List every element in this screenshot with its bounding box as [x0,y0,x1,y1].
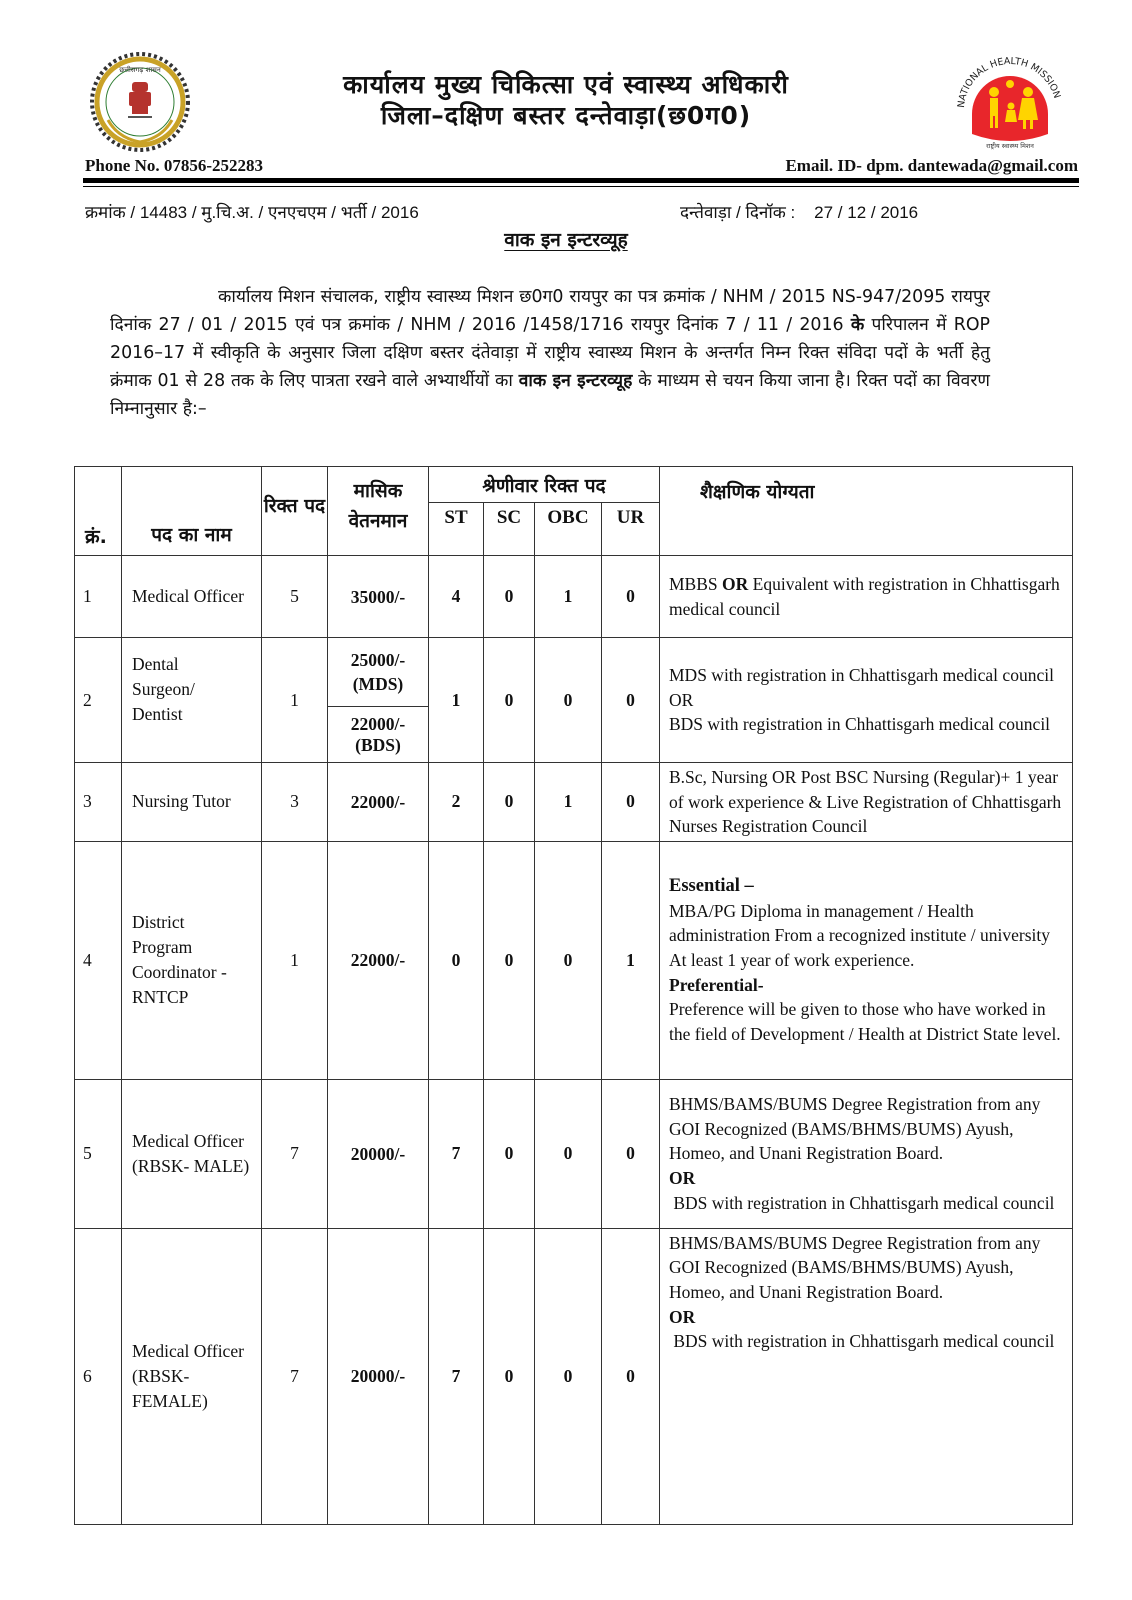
cell-st: 7 [429,1079,484,1228]
cell-qualification: MDS with registration in Chhattisgarh medical council OR BDS with registration in Chhattisgarh medical council [660,638,1073,763]
header-divider-thick [83,178,1079,183]
header-qualification: शैक्षणिक योग्यता [660,467,1073,556]
cell-vacant: 7 [262,1079,328,1228]
cell-qualification: MBBS OR Equivalent with registration in Chhattisgarh medical council [660,556,1073,638]
date-label: दन्तेवाड़ा / दिनॉक : [680,203,796,222]
header-post-name: पद का नाम [122,467,262,556]
table-row [75,1228,1073,1524]
cell-sc: 0 [484,556,535,638]
cell-st: 0 [429,841,484,1079]
office-title-line1: कार्यालय मुख्य चिकित्सा एवं स्वास्थ्य अधिकारी [343,70,789,99]
cell-sn: 6 [75,1228,122,1524]
table-row [75,638,1073,707]
cell-obc: 0 [535,1079,602,1228]
header-category-group: श्रेणीवार रिक्त पद [429,467,660,503]
header-obc: OBC [535,503,602,556]
cell-post-name: Nursing Tutor [122,763,262,842]
cell-vacant: 5 [262,556,328,638]
cell-post-name: Medical Officer (RBSK- FEMALE) [122,1228,262,1524]
cell-vacant: 1 [262,841,328,1079]
cell-ur: 0 [602,763,660,842]
cell-qualification: BHMS/BAMS/BUMS Degree Registration from any GOI Recognized (BAMS/BHMS/BUMS) Ayush, Homeo, and Unani Registration Board. OR BDS with registration in Chhattisgarh medical council [660,1079,1073,1228]
cell-ur: 0 [602,556,660,638]
cell-obc: 0 [535,1228,602,1524]
cell-ur: 0 [602,1228,660,1524]
emblem-icon [88,50,192,154]
cell-qualification: Essential – MBA/PG Diploma in management / Health administration From a recognized institute / university At least 1 year of work experience. Preferential- Preference will be given to those who have worked in the field of Development / Health at District State level. [660,841,1073,1079]
cell-post-name: Medical Officer [122,556,262,638]
cell-qualification: B.Sc, Nursing OR Post BSC Nursing (Regular)+ 1 year of work experience & Live Registration of Chhattisgarh Nurses Registration Council [660,763,1073,842]
cell-sn: 2 [75,638,122,763]
header-divider-thin [83,186,1079,187]
cell-salary-mds: 25000/- (MDS) [328,638,429,707]
cell-salary: 35000/- [328,556,429,638]
cell-salary: 22000/- [328,841,429,1079]
cell-ur: 0 [602,638,660,763]
cell-sn: 1 [75,556,122,638]
cell-salary: 22000/- [328,763,429,842]
reference-number: क्रमांक / 14483 / मु.चि.अ. / एनएचएम / भर्ती / 2016 [85,203,419,222]
vacancy-table [74,466,1073,1525]
cell-ur: 0 [602,1079,660,1228]
header-sc: SC [484,503,535,556]
cell-ur: 1 [602,841,660,1079]
cell-sc: 0 [484,638,535,763]
header-vacant: रिक्त पद [262,467,328,556]
cell-sc: 0 [484,841,535,1079]
cell-post-name: Dental Surgeon/ Dentist [122,638,262,763]
table-row [75,556,1073,638]
cell-salary: 20000/- [328,1079,429,1228]
cell-post-name: Medical Officer (RBSK- MALE) [122,1079,262,1228]
cell-vacant: 7 [262,1228,328,1524]
table-row [75,841,1073,1079]
cell-obc: 1 [535,763,602,842]
cell-sc: 0 [484,1228,535,1524]
table-header-row [75,467,1073,503]
cell-st: 4 [429,556,484,638]
header-sn: क्रं. [75,467,122,556]
nhm-logo [950,48,1070,158]
cell-obc: 1 [535,556,602,638]
cell-sn: 3 [75,763,122,842]
chhattisgarh-emblem-logo [88,50,192,154]
cell-sc: 0 [484,763,535,842]
cell-obc: 0 [535,841,602,1079]
cell-salary: 20000/- [328,1228,429,1524]
document-heading: वाक इन इन्टरव्यूह [504,229,628,251]
svg-text:NATIONAL HEALTH MISSION: NATIONAL HEALTH MISSION [955,55,1063,109]
cell-st: 1 [429,638,484,763]
cell-qualification: BHMS/BAMS/BUMS Degree Registration from any GOI Recognized (BAMS/BHMS/BUMS) Ayush, Homeo, and Unani Registration Board. OR BDS with registration in Chhattisgarh medical council [660,1228,1073,1524]
cell-sc: 0 [484,1079,535,1228]
reference-date [680,200,918,223]
phone-number: Phone No. 07856-252283 [85,156,264,175]
cell-obc: 0 [535,638,602,763]
cell-salary-bds: 22000/- (BDS) [328,707,429,763]
cell-sn: 5 [75,1079,122,1228]
table-row [75,763,1073,842]
cell-st: 7 [429,1228,484,1524]
svg-text:छत्तीसगढ़ शासन: छत्तीसगढ़ शासन [119,66,161,74]
header-salary: मासिक वेतनमान [328,467,429,556]
svg-text:राष्ट्रीय स्वास्थ्य मिशन: राष्ट्रीय स्वास्थ्य मिशन [986,142,1034,150]
cell-post-name: District Program Coordinator - RNTCP [122,841,262,1079]
cell-sn: 4 [75,841,122,1079]
header-ur: UR [602,503,660,556]
email-address: Email. ID- dpm. dantewada@gmail.com [785,156,1078,175]
table-row [75,1079,1073,1228]
cell-vacant: 3 [262,763,328,842]
nhm-family-icon [950,48,1070,158]
date-value: 27 / 12 / 2016 [814,203,919,222]
office-title-line2: जिला–दक्षिण बस्तर दन्तेवाड़ा(छ0ग0) [380,101,752,130]
cell-st: 2 [429,763,484,842]
header-st: ST [429,503,484,556]
cell-vacant: 1 [262,638,328,763]
body-paragraph: कार्यालय मिशन संचालक, राष्ट्रीय स्वास्थ्य मिशन छ0ग0 रायपुर का पत्र क्रमांक / NHM / 2015 NS-947/2095 रायपुर दिनांक 27 / 01 / 2015 एवं पत्र क्रमांक / NHM / 2016 /1458/1716 रायपुर दिनांक 7 / 11 / 2016 के परिपालन में ROP 2016–17 में स्वीकृति के अनुसार जिला दक्षिण बस्तर दंतेवाड़ा में राष्ट्रीय स्वास्थ्य मिशन के अन्तर्गत निम्न रिक्त संविदा पदों के भर्ती हेतु क्रंमाक 01 से 28 तक के लिए पात्रता रखने वाले अभ्यार्थीयों का वाक इन इन्टरव्यूह के माध्यम से चयन किया जाना है। रिक्त पदों का विवरण निम्नानुसार है:– [110,287,991,419]
